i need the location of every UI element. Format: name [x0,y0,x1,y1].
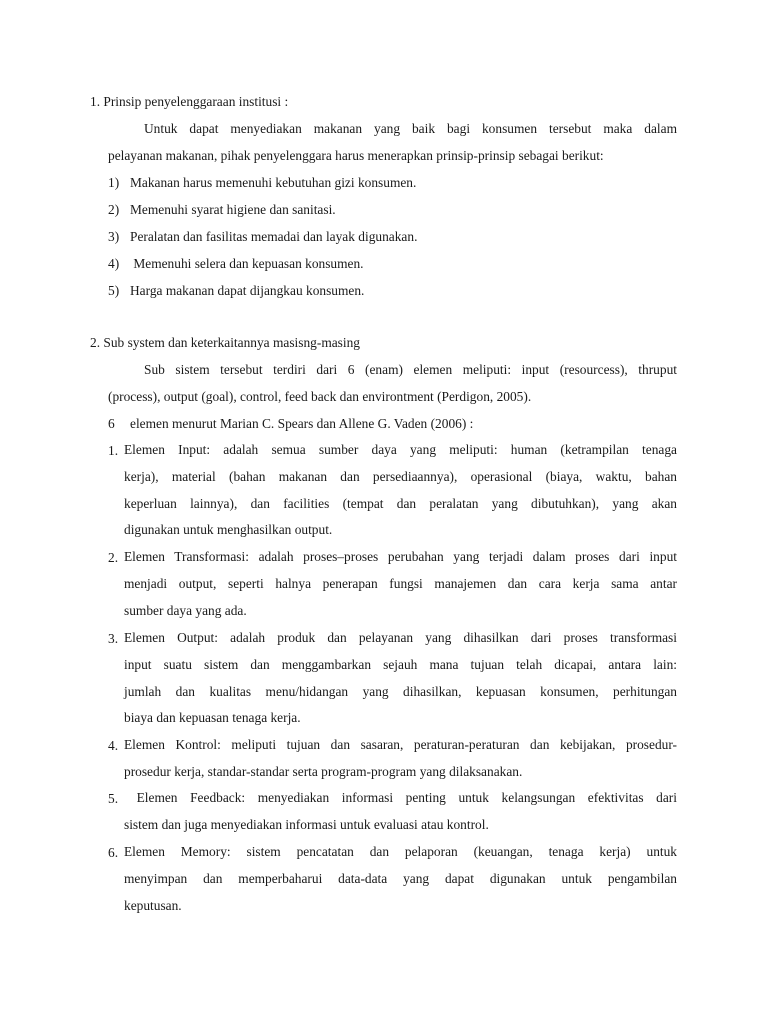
element-item-number: 5. [108,791,119,806]
section2-intro-line1: Sub sistem tersebut terdiri dari 6 (enam) elemen meliputi: input (resourcess), thruput [144,362,677,377]
element-item-line: keputusan. [124,897,182,913]
section1-item-text: Memenuhi selera dan kepuasan konsumen. [130,256,364,271]
section1-item-text: Memenuhi syarat higiene dan sanitasi. [130,202,336,217]
element-item-body [124,732,677,786]
element-item-number: 4. [108,738,119,753]
element-item-line: Elemen Kontrol: meliputi tujuan dan sasaran, peraturan-peraturan dan kebijakan, prosedur- [124,737,677,752]
element-item-line: input suatu sistem dan menggambarkan sejauh mana tujuan telah dicapai, antara lain: [124,656,677,672]
section2-heading: 2. Sub system dan keterkaitannya masisng-masing [90,335,360,350]
element-item-line: Elemen Memory: sistem pencatatan dan pelaporan (keuangan, tenaga kerja) untuk [124,844,677,859]
element-item-number: 6. [108,845,119,860]
element-item-line: sumber daya yang ada. [124,602,247,618]
element-item-line: digunakan untuk menghasilkan output. [124,522,333,538]
element-item-line: kerja), material (bahan makanan dan persediaannya), operasional (biaya, waktu, bahan [124,468,677,484]
section1-item-text: Harga makanan dapat dijangkau konsumen. [130,283,365,298]
element-item-line: Elemen Output: adalah produk dan pelayanan yang dihasilkan dari proses transformasi [124,630,677,645]
section1-item-number: 2) [108,202,120,217]
element-item-line: jumlah dan kualitas menu/hidangan yang dihasilkan, kepuasan konsumen, perhitungan [124,683,677,699]
element-item-line: Elemen Input: adalah semua sumber daya yang meliputi: human (ketrampilan tenaga [124,442,677,457]
element-item-line: prosedur kerja, standar-standar serta program-program yang dilaksanakan. [124,763,523,779]
element-item-body [124,839,677,919]
element-item-line: keperluan lainnya), dan facilities (tempat dan peralatan yang dibutuhkan), yang akan [124,495,677,511]
section2-sub-number: 6 [108,416,115,431]
element-item-line: menyimpan dan memperbaharui data-data yang dapat digunakan untuk pengambilan [124,870,677,886]
element-item-number: 3. [108,631,119,646]
section1-item-text: Makanan harus memenuhi kebutuhan gizi konsumen. [130,175,417,190]
section1-item-number: 5) [108,283,120,298]
section1-item-number: 4) [108,256,120,271]
section2-sub-text: elemen menurut Marian C. Spears dan Allene G. Vaden (2006) : [130,416,474,431]
element-item-body [124,785,677,839]
section1-item-text: Peralatan dan fasilitas memadai dan layak digunakan. [130,229,418,244]
element-item-line: Elemen Feedback: menyediakan informasi penting untuk kelangsungan efektivitas dari [124,790,677,805]
element-item-number: 2. [108,550,119,565]
element-item-body [124,544,677,624]
element-item-line: biaya dan kepuasan tenaga kerja. [124,710,301,726]
section1-intro-line2: pelayanan makanan, pihak penyelenggara harus menerapkan prinsip-prinsip sebagai berikut: [108,148,604,163]
element-item-line: Elemen Transformasi: adalah proses–proses perubahan yang terjadi dalam proses dari input [124,549,677,564]
element-item-number: 1. [108,443,119,458]
element-item-line: menjadi output, seperti halnya penerapan fungsi manajemen dan cara kerja sama antar [124,575,677,591]
element-item-body [124,625,677,732]
element-item-body [124,437,677,544]
section1-heading: 1. Prinsip penyelenggaraan institusi : [90,94,289,109]
section1-item-number: 3) [108,229,120,244]
section2-intro-line2: (process), output (goal), control, feed back dan environtment (Perdigon, 2005). [108,389,532,404]
section1-item-number: 1) [108,175,120,190]
element-item-line: sistem dan juga menyediakan informasi untuk evaluasi atau kontrol. [124,816,489,832]
section1-intro-line1: Untuk dapat menyediakan makanan yang baik bagi konsumen tersebut maka dalam [144,121,677,136]
